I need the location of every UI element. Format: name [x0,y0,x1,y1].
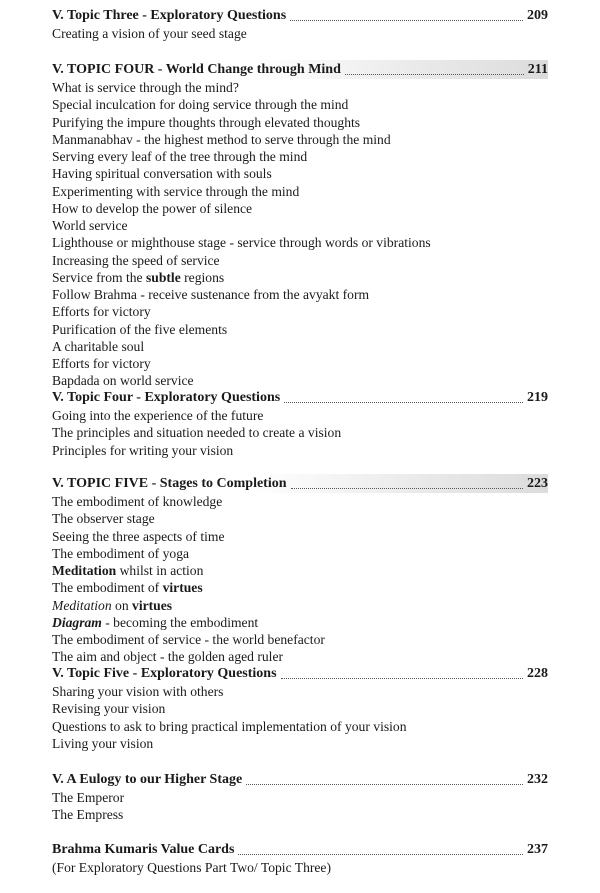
italic-text: Meditation [52,597,112,613]
toc-section [52,60,548,390]
toc-heading[interactable] [52,770,548,789]
entry-text: whilst in action [116,563,204,578]
toc-entry[interactable]: Serving every leaf of the tree through the mind [52,149,308,164]
toc-heading[interactable] [52,664,548,683]
dot-leader [281,678,523,679]
toc-entry[interactable] [52,614,548,631]
toc-entry[interactable]: Bapdada on world service [52,373,194,389]
toc-heading-title: Brahma Kumaris Value Cards [52,842,235,857]
toc-entry[interactable]: How to develop the power of silence [52,200,253,216]
entry-text: on [111,597,133,613]
toc-entry[interactable]: A charitable soul [52,338,145,354]
toc-entry[interactable]: The embodiment of yoga [52,545,190,561]
toc-entry[interactable]: Revising your vision [52,701,166,717]
toc-entry[interactable]: The aim and object - the golden aged ruler [52,649,284,665]
page-number: 211 [527,62,548,77]
toc-entry[interactable]: (For Exploratory Questions Part Two/ Topic Three) [52,860,331,875]
page-number: 223 [527,476,548,491]
bold-text: Meditation [52,563,117,578]
toc-entry[interactable]: The embodiment of knowledge [52,494,223,509]
toc-entry[interactable] [52,269,548,286]
toc-entry[interactable]: Follow Brahma - receive sustenance from the avyakt form [52,287,370,302]
toc-entry[interactable]: Experimenting with service through the mind [52,183,300,199]
page-number: 237 [527,842,548,857]
bold-text: virtues [162,580,203,596]
toc-entry[interactable]: Efforts for victory [52,304,151,320]
toc-entry[interactable]: Manmanabhav - the highest method to serve through the mind [52,131,391,147]
page-number: 219 [527,390,548,405]
entry-text: Service from the [52,269,146,285]
entry-text: regions [180,269,225,285]
toc-entry[interactable]: The principles and situation needed to create a vision [52,425,342,441]
toc-entry[interactable]: Sharing your vision with others [52,684,224,699]
toc-heading[interactable] [52,60,548,79]
toc-heading-title: V. TOPIC FIVE - Stages to Completion [52,476,287,491]
toc-entry[interactable]: Having spiritual conversation with souls [52,166,272,182]
toc-heading[interactable] [52,6,548,25]
toc-section [52,474,548,666]
toc-entry[interactable]: The embodiment of service - the world benefactor [52,632,325,647]
toc-entry[interactable] [52,597,548,614]
dot-leader [238,854,523,855]
toc-entry[interactable]: What is service through the mind? [52,80,239,95]
toc-entry[interactable]: Purification of the five elements [52,321,228,337]
toc-heading-title: V. Topic Five - Exploratory Questions [52,666,277,681]
toc-entry[interactable]: Principles for writing your vision [52,442,234,458]
toc-heading-title: V. A Eulogy to our Higher Stage [52,772,243,787]
toc-entry[interactable] [52,579,548,596]
toc-entry[interactable]: The Emperor [52,790,125,805]
toc-entry[interactable]: Living your vision [52,735,154,751]
toc-entry[interactable]: The observer stage [52,511,155,527]
dot-leader [284,402,523,403]
toc-section [52,6,548,42]
entry-text: - becoming the embodiment [101,614,259,630]
toc-entry[interactable]: Increasing the speed of service [52,252,220,268]
entry-text: The embodiment of [52,580,163,596]
toc-entry[interactable]: The Empress [52,807,124,823]
toc-section [52,388,548,459]
toc-entry[interactable] [52,562,548,579]
toc-entry[interactable]: Going into the experience of the future [52,408,264,423]
toc-section [52,840,548,876]
toc-entry[interactable]: Creating a vision of your seed stage [52,26,247,41]
bold-text: subtle [146,269,181,285]
toc-section [52,770,548,824]
toc-entry[interactable]: World service [52,218,128,233]
toc-entry[interactable]: Lighthouse or mighthouse stage - service through words or vibrations [52,235,431,251]
dot-leader [290,20,523,21]
toc-heading-title: V. TOPIC FOUR - World Change through Mind [52,62,341,77]
page-number: 209 [527,8,548,23]
dot-leader [345,74,524,75]
toc-heading[interactable] [52,474,548,493]
toc-entry[interactable]: Special inculcation for doing service through the mind [52,97,349,113]
toc-heading[interactable] [52,388,548,407]
bold-text: virtues [132,597,173,613]
dot-leader [291,488,523,489]
toc-entry[interactable]: Purifying the impure thoughts through elevated thoughts [52,114,361,130]
toc-heading[interactable] [52,840,548,859]
bold-italic-text: Diagram [52,614,102,630]
toc-entry[interactable]: Questions to ask to bring practical implementation of your vision [52,718,407,734]
page-number: 228 [527,666,548,681]
toc-heading-title: V. Topic Four - Exploratory Questions [52,390,281,405]
page-number: 232 [527,772,548,787]
toc-heading-title: V. Topic Three - Exploratory Questions [52,8,287,23]
toc-entry[interactable]: Seeing the three aspects of time [52,528,225,544]
toc-entry[interactable]: Efforts for victory [52,356,151,371]
toc-section [52,664,548,752]
dot-leader [246,784,523,785]
